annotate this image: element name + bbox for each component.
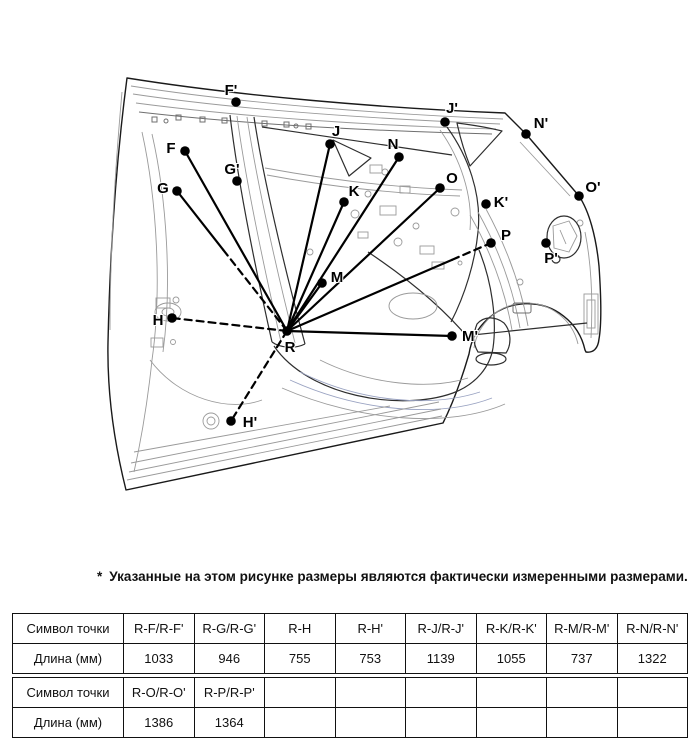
measurement-point-H	[167, 313, 177, 323]
table-cell	[335, 708, 406, 738]
table-cell: R-H'	[335, 614, 406, 644]
table-cell: 1055	[476, 644, 547, 674]
table-cell	[476, 708, 547, 738]
measurement-point-N'	[521, 129, 531, 139]
table-cell: R-F/R-F'	[124, 614, 195, 644]
point-label-P': P'	[544, 250, 558, 267]
measurement-point-O	[435, 183, 445, 193]
table-cell: R-G/R-G'	[194, 614, 265, 644]
row-header-cell: Длина (мм)	[13, 708, 124, 738]
table-row	[13, 614, 688, 644]
table-cell: 1139	[406, 644, 477, 674]
measurement-point-O'	[574, 191, 584, 201]
measurement-point-G	[172, 186, 182, 196]
point-label-J': J'	[446, 100, 458, 117]
measurement-point-M'	[447, 331, 457, 341]
measurement-line-P	[452, 243, 491, 260]
point-label-R: R	[284, 339, 296, 356]
point-labels	[153, 82, 601, 431]
table-cell	[476, 678, 547, 708]
measurement-point-K'	[481, 199, 491, 209]
point-label-H': H'	[242, 414, 258, 431]
note-text: Указанные на этом рисунке размеры являются фактически измеренными размерами.	[109, 569, 688, 584]
measurement-point-P	[486, 238, 496, 248]
point-label-P: P	[500, 227, 512, 244]
point-label-F: F	[166, 140, 176, 157]
table-row	[13, 644, 688, 674]
table-cell: R-M/R-M'	[547, 614, 618, 644]
point-label-J: J	[331, 123, 341, 140]
table-cell	[547, 708, 618, 738]
row-header-cell: Длина (мм)	[13, 644, 124, 674]
car-outline	[108, 78, 601, 490]
point-label-O': O'	[585, 179, 601, 196]
measurement-tables	[12, 613, 688, 738]
measurement-point-J'	[440, 117, 450, 127]
table-cell: 753	[335, 644, 406, 674]
table-cell	[617, 708, 688, 738]
table-cell	[335, 678, 406, 708]
row-header-cell: Символ точки	[13, 678, 124, 708]
point-label-N': N'	[533, 115, 549, 132]
table-cell: R-P/R-P'	[194, 678, 265, 708]
table-cell: 1322	[617, 644, 688, 674]
table-cell: 737	[547, 644, 618, 674]
table-row	[13, 708, 688, 738]
table-cell: 1386	[124, 708, 195, 738]
measurement-point-H'	[226, 416, 236, 426]
point-label-M: M	[330, 269, 344, 286]
table-cell	[265, 708, 336, 738]
measurement-line-G	[177, 191, 223, 250]
table-cell: 1364	[194, 708, 265, 738]
table-cell: R-N/R-N'	[617, 614, 688, 644]
table-cell: R-K/R-K'	[476, 614, 547, 644]
point-label-O: O	[446, 170, 458, 187]
measurement-table-1	[12, 613, 688, 674]
table-cell	[265, 678, 336, 708]
point-label-H: H	[152, 312, 164, 329]
measurement-point-F	[180, 146, 190, 156]
measurement-point-J	[325, 139, 335, 149]
point-label-F': F'	[224, 82, 238, 99]
note-asterisk: *	[97, 569, 103, 584]
table-cell: 946	[194, 644, 265, 674]
point-label-N: N	[387, 136, 399, 153]
table-cell: R-O/R-O'	[124, 678, 195, 708]
point-label-G': G'	[224, 161, 240, 178]
point-label-K': K'	[493, 194, 509, 211]
point-label-M': M'	[461, 328, 479, 345]
measurement-line-M'	[287, 331, 452, 336]
row-header-cell: Символ точки	[13, 614, 124, 644]
measurement-table-2	[12, 677, 688, 738]
measurement-line-O	[287, 188, 440, 331]
measurement-point-M	[317, 278, 327, 288]
table-cell: R-J/R-J'	[406, 614, 477, 644]
measurement-point-P'	[541, 238, 551, 248]
table-cell: 755	[265, 644, 336, 674]
measurement-line-H	[172, 318, 287, 331]
measurement-point-N	[394, 152, 404, 162]
car-interior-details	[110, 86, 601, 480]
point-label-G: G	[157, 180, 169, 197]
table-cell	[617, 678, 688, 708]
table-cell	[406, 708, 477, 738]
measurement-point-R	[282, 326, 292, 336]
measurement-line-H'	[231, 331, 287, 421]
point-label-K: K	[348, 183, 360, 200]
figure-note	[0, 569, 700, 584]
measurement-line-N	[287, 157, 399, 331]
table-row	[13, 678, 688, 708]
table-cell	[406, 678, 477, 708]
measurement-point-K	[339, 197, 349, 207]
table-cell: R-H	[265, 614, 336, 644]
table-cell: 1033	[124, 644, 195, 674]
measurement-points	[167, 97, 584, 426]
measurement-line-K	[287, 202, 344, 331]
table-cell	[547, 678, 618, 708]
